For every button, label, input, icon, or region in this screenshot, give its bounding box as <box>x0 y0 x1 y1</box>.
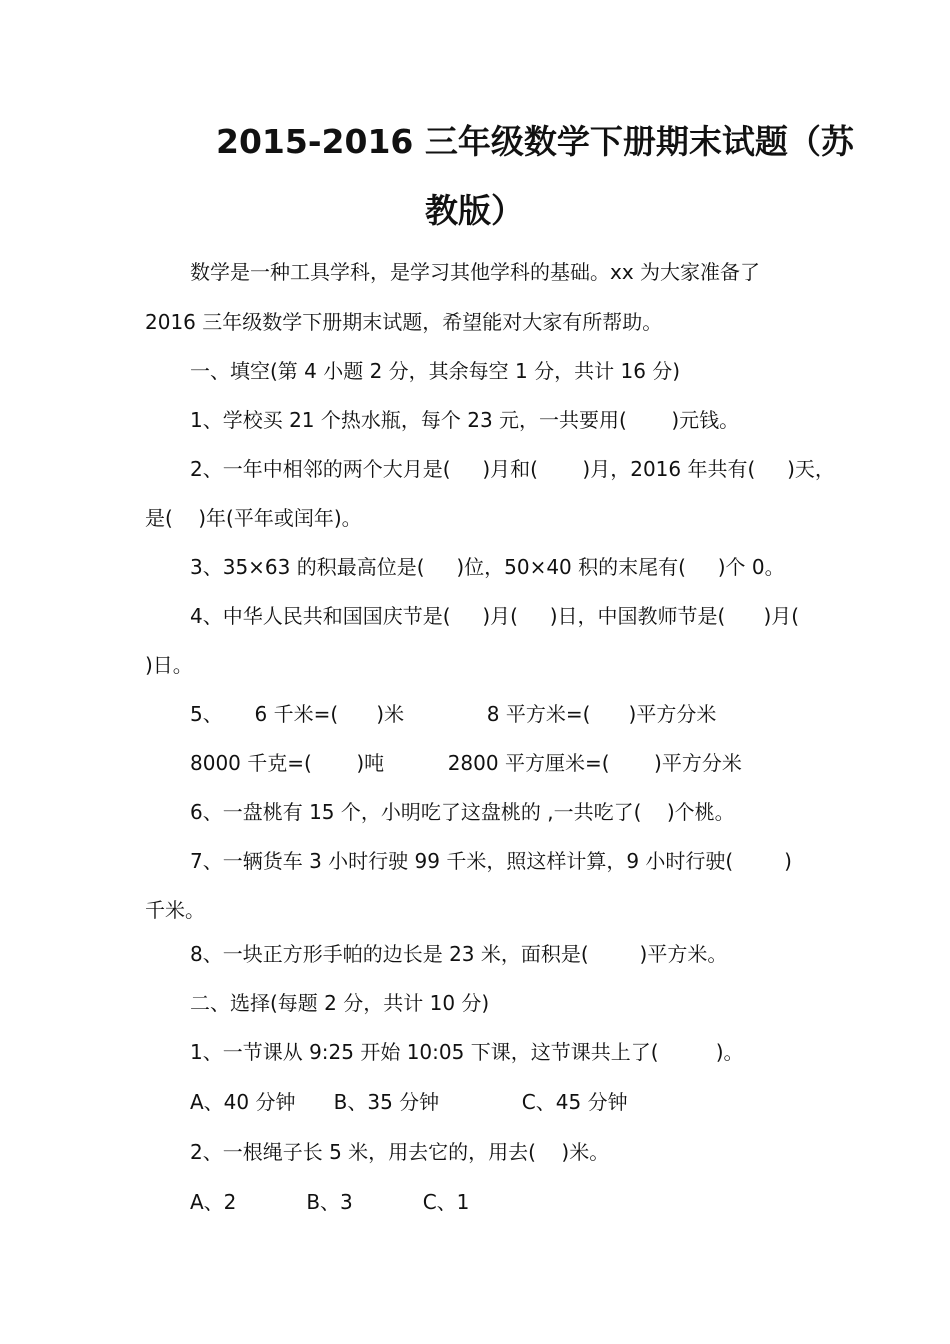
question-3: 3、35×63 的积最高位是( )位，50×40 积的末尾有( )个 0。 <box>190 555 785 579</box>
choice-question-1-options: A、40 分钟 B、35 分钟 C、45 分钟 <box>190 1090 628 1114</box>
choice-question-2-options: A、2 B、3 C、1 <box>190 1190 470 1214</box>
document-title-line-1: 2015-2016 三年级数学下册期末试题（苏 <box>216 122 854 161</box>
question-2-line-2: 是( )年(平年或闰年)。 <box>145 506 362 530</box>
question-5-line-1: 5、 6 千米=( )米 8 平方米=( )平方分米 <box>190 702 717 726</box>
question-1: 1、学校买 21 个热水瓶，每个 23 元，一共要用( )元钱。 <box>190 408 740 432</box>
document-title-line-2: 教版） <box>425 191 524 230</box>
intro-paragraph-line-2: 2016 三年级数学下册期末试题，希望能对大家有所帮助。 <box>145 310 663 334</box>
choice-question-1: 1、一节课从 9:25 开始 10:05 下课，这节课共上了( )。 <box>190 1040 744 1064</box>
question-7-line-1: 7、一辆货车 3 小时行驶 99 千米，照这样计算，9 小时行驶( ) <box>190 849 792 873</box>
question-8: 8、一块正方形手帕的边长是 23 米，面积是( )平方米。 <box>190 942 728 966</box>
question-7-line-2: 千米。 <box>145 898 205 922</box>
choice-question-2: 2、一根绳子长 5 米，用去它的，用去( )米。 <box>190 1140 610 1164</box>
intro-paragraph-line-1: 数学是一种工具学科，是学习其他学科的基础。xx 为大家准备了 <box>190 260 761 284</box>
question-4-line-2: )日。 <box>145 653 193 677</box>
section-2-heading: 二、选择(每题 2 分，共计 10 分) <box>190 991 490 1015</box>
section-1-heading: 一、填空(第 4 小题 2 分，其余每空 1 分，共计 16 分) <box>190 359 681 383</box>
question-5-line-2: 8000 千克=( )吨 2800 平方厘米=( )平方分米 <box>190 751 742 775</box>
question-6: 6、一盘桃有 15 个，小明吃了这盘桃的 ,一共吃了( )个桃。 <box>190 800 735 824</box>
question-4-line-1: 4、中华人民共和国国庆节是( )月( )日，中国教师节是( )月( <box>190 604 800 628</box>
question-2-line-1: 2、一年中相邻的两个大月是( )月和( )月，2016 年共有( )天， <box>190 457 835 481</box>
